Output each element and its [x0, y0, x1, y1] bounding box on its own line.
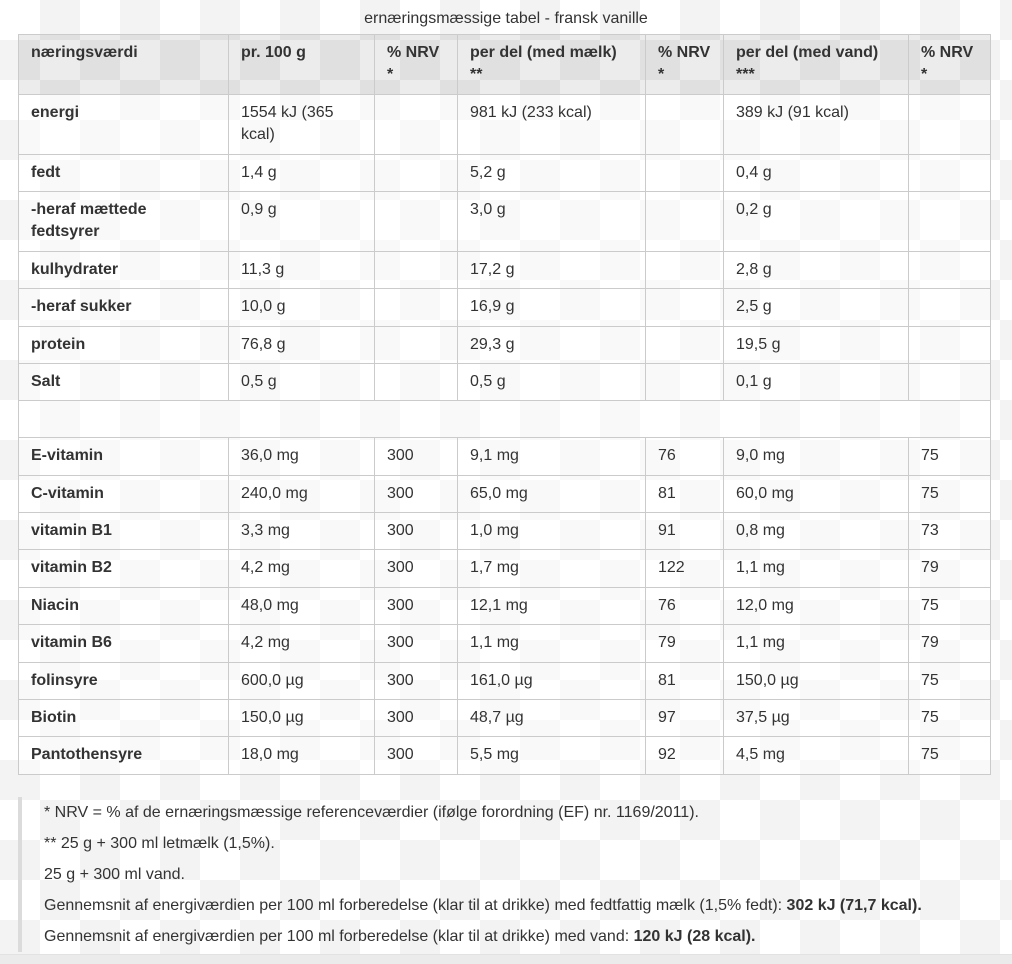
row-value [646, 154, 724, 191]
table-row [19, 550, 991, 587]
column-header-naeringsvaerdi [19, 35, 229, 95]
row-value [909, 289, 991, 326]
column-header-label: % NRV [658, 44, 711, 61]
column-header-label: per del (med mælk) [470, 44, 617, 61]
row-value: 1554 kJ (365 kcal) [229, 94, 375, 154]
row-value [646, 326, 724, 363]
table-row [19, 94, 991, 154]
row-value: 48,7 µg [458, 700, 646, 737]
row-label: vitamin B6 [19, 625, 229, 662]
row-value [909, 191, 991, 251]
row-value: 9,0 mg [724, 438, 909, 475]
page-title: ernæringsmæssige tabel - fransk vanille [364, 10, 648, 27]
row-value: 48,0 mg [229, 587, 375, 624]
row-label: Niacin [19, 587, 229, 624]
footnote [44, 921, 957, 952]
row-value: 73 [909, 513, 991, 550]
row-value: 0,9 g [229, 191, 375, 251]
row-value: 1,7 mg [458, 550, 646, 587]
spacer-row [19, 401, 991, 438]
table-row [19, 191, 991, 251]
column-header-label: per del (med vand) [736, 44, 879, 61]
row-label: vitamin B1 [19, 513, 229, 550]
table-row [19, 737, 991, 774]
row-value [646, 251, 724, 288]
row-value: 389 kJ (91 kcal) [724, 94, 909, 154]
row-value: 97 [646, 700, 724, 737]
row-value: 29,3 g [458, 326, 646, 363]
column-header-nrv-vand [909, 35, 991, 95]
table-row [19, 438, 991, 475]
row-value [375, 94, 458, 154]
row-value: 12,1 mg [458, 587, 646, 624]
row-value: 4,2 mg [229, 625, 375, 662]
row-value: 300 [375, 662, 458, 699]
row-value: 75 [909, 438, 991, 475]
row-label: C-vitamin [19, 475, 229, 512]
row-value: 76 [646, 587, 724, 624]
footnote [44, 859, 957, 890]
row-value: 36,0 mg [229, 438, 375, 475]
row-label: kulhydrater [19, 251, 229, 288]
row-value [909, 94, 991, 154]
row-value: 300 [375, 550, 458, 587]
row-value: 37,5 µg [724, 700, 909, 737]
column-header-note: * [658, 66, 665, 84]
table-row [19, 154, 991, 191]
row-value [909, 363, 991, 400]
row-value: 0,4 g [724, 154, 909, 191]
row-value: 92 [646, 737, 724, 774]
row-value: 65,0 mg [458, 475, 646, 512]
footnote-text: ** 25 g + 300 ml letmælk (1,5%). [44, 834, 275, 852]
row-value: 79 [646, 625, 724, 662]
row-value: 75 [909, 662, 991, 699]
row-value: 91 [646, 513, 724, 550]
column-header-nrv-100g [375, 35, 458, 95]
row-value: 1,0 mg [458, 513, 646, 550]
table-row [19, 587, 991, 624]
row-value: 75 [909, 587, 991, 624]
bottom-bar [0, 954, 1012, 964]
footnote [44, 828, 957, 859]
table-row [19, 625, 991, 662]
row-value: 81 [646, 475, 724, 512]
row-value: 19,5 g [724, 326, 909, 363]
column-header-per-del-maelk [458, 35, 646, 95]
footnote-text: Gennemsnit af energiværdien per 100 ml forberedelse (klar til at drikke) med fedtfattig mælk (1,5% fedt): [44, 896, 787, 914]
row-value: 981 kJ (233 kcal) [458, 94, 646, 154]
row-value: 0,5 g [229, 363, 375, 400]
row-value: 122 [646, 550, 724, 587]
footnote-bold-value: 120 kJ (28 kcal). [633, 927, 756, 945]
footnote [44, 890, 957, 921]
row-value [375, 191, 458, 251]
row-value: 18,0 mg [229, 737, 375, 774]
column-header-pr-100g [229, 35, 375, 95]
row-value: 3,3 mg [229, 513, 375, 550]
row-value [646, 289, 724, 326]
header-row [19, 35, 991, 95]
row-label: -heraf sukker [19, 289, 229, 326]
row-value: 1,1 mg [724, 550, 909, 587]
footnote-bold-value: 302 kJ (71,7 kcal). [786, 896, 922, 914]
row-value [909, 251, 991, 288]
row-value: 12,0 mg [724, 587, 909, 624]
row-value: 5,5 mg [458, 737, 646, 774]
row-label: Biotin [19, 700, 229, 737]
table-row [19, 700, 991, 737]
row-value: 300 [375, 700, 458, 737]
row-value [909, 154, 991, 191]
table-row [19, 251, 991, 288]
row-value: 10,0 g [229, 289, 375, 326]
row-value: 300 [375, 438, 458, 475]
row-value: 161,0 µg [458, 662, 646, 699]
row-value [375, 363, 458, 400]
row-value: 1,1 mg [724, 625, 909, 662]
row-value: 75 [909, 737, 991, 774]
column-header-label: % NRV [387, 44, 440, 61]
row-value: 2,5 g [724, 289, 909, 326]
footnote-text: * NRV = % af de ernæringsmæssige referenceværdier (ifølge forordning (EF) nr. 1169/2011). [44, 803, 699, 821]
row-value: 0,1 g [724, 363, 909, 400]
row-value: 60,0 mg [724, 475, 909, 512]
spacer-cell [19, 401, 991, 438]
row-label: folinsyre [19, 662, 229, 699]
row-value: 75 [909, 475, 991, 512]
row-value [375, 154, 458, 191]
row-value: 150,0 µg [229, 700, 375, 737]
row-value: 0,5 g [458, 363, 646, 400]
row-value: 4,5 mg [724, 737, 909, 774]
row-value: 300 [375, 475, 458, 512]
table-row [19, 289, 991, 326]
row-value: 300 [375, 513, 458, 550]
row-value: 600,0 µg [229, 662, 375, 699]
column-header-note: *** [736, 66, 755, 84]
row-label: fedt [19, 154, 229, 191]
column-header-nrv-maelk [646, 35, 724, 95]
nutrition-table [18, 34, 991, 775]
row-value: 0,8 mg [724, 513, 909, 550]
table-row [19, 326, 991, 363]
row-value: 9,1 mg [458, 438, 646, 475]
row-value: 79 [909, 625, 991, 662]
footnote-text: Gennemsnit af energiværdien per 100 ml forberedelse (klar til at drikke) med vand: [44, 927, 634, 945]
footnote-text: 25 g + 300 ml vand. [44, 865, 185, 883]
row-value: 79 [909, 550, 991, 587]
row-value: 0,2 g [724, 191, 909, 251]
table-row [19, 662, 991, 699]
row-value: 4,2 mg [229, 550, 375, 587]
table-row [19, 363, 991, 400]
row-label: vitamin B2 [19, 550, 229, 587]
row-value: 1,1 mg [458, 625, 646, 662]
row-value: 76 [646, 438, 724, 475]
row-value [646, 363, 724, 400]
row-value: 76,8 g [229, 326, 375, 363]
row-value: 16,9 g [458, 289, 646, 326]
row-value [375, 289, 458, 326]
row-value: 2,8 g [724, 251, 909, 288]
column-header-label: næringsværdi [31, 44, 138, 61]
row-value: 81 [646, 662, 724, 699]
row-value: 17,2 g [458, 251, 646, 288]
row-value: 300 [375, 737, 458, 774]
row-value: 5,2 g [458, 154, 646, 191]
row-value: 3,0 g [458, 191, 646, 251]
column-header-per-del-vand [724, 35, 909, 95]
row-value: 300 [375, 625, 458, 662]
row-value: 150,0 µg [724, 662, 909, 699]
row-value [375, 326, 458, 363]
table-row [19, 475, 991, 512]
row-label: E-vitamin [19, 438, 229, 475]
row-value [375, 251, 458, 288]
row-label: energi [19, 94, 229, 154]
row-value [646, 94, 724, 154]
row-value: 75 [909, 700, 991, 737]
table-row [19, 513, 991, 550]
column-header-label: pr. 100 g [241, 44, 306, 61]
column-header-note: * [921, 66, 928, 84]
row-value [646, 191, 724, 251]
row-label: Salt [19, 363, 229, 400]
footnotes-block [18, 797, 957, 952]
row-label: Pantothensyre [19, 737, 229, 774]
row-value: 1,4 g [229, 154, 375, 191]
footnote [44, 797, 957, 828]
row-value: 240,0 mg [229, 475, 375, 512]
row-label: protein [19, 326, 229, 363]
column-header-note: * [387, 66, 394, 84]
row-value: 11,3 g [229, 251, 375, 288]
row-value: 300 [375, 587, 458, 624]
column-header-note: ** [470, 66, 483, 84]
row-value [909, 326, 991, 363]
column-header-label: % NRV [921, 44, 974, 61]
row-label: -heraf mættede fedtsyrer [19, 191, 229, 251]
